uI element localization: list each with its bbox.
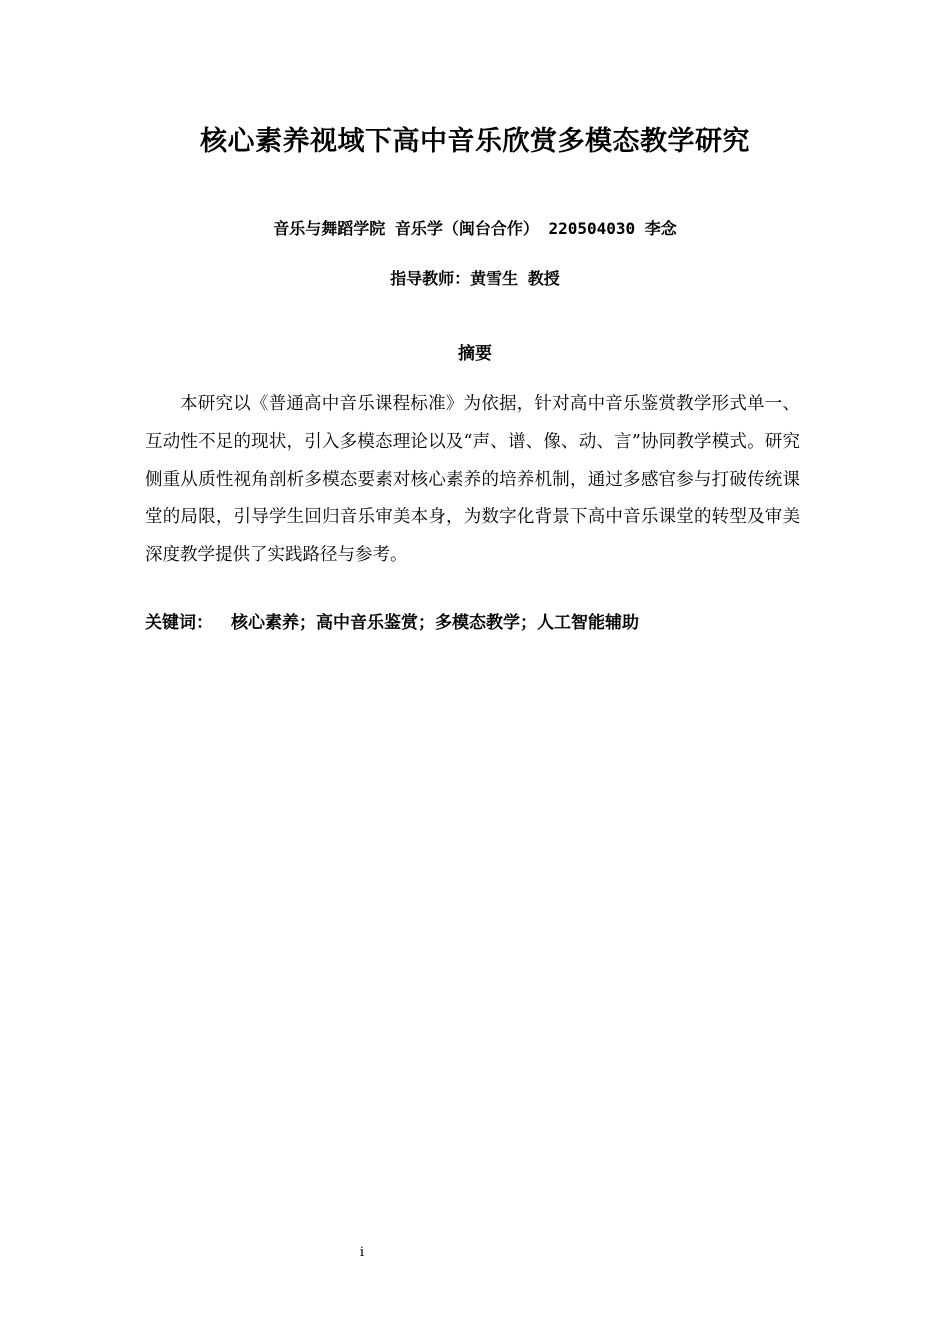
keywords-value: 核心素养；高中音乐鉴赏；多模态教学；人工智能辅助 <box>231 613 639 633</box>
keywords-line <box>145 609 805 637</box>
keywords-label: 关键词： <box>145 613 213 633</box>
author-line: 音乐与舞蹈学院 音乐学（闽台合作） 220504030 李念 <box>273 219 677 238</box>
abstract-heading: 摘要 <box>458 344 492 364</box>
page-number: i <box>359 1245 365 1260</box>
abstract-body: 本研究以《普通高中音乐课程标准》为依据，针对高中音乐鉴赏教学形式单一、互动性不足的现状，引入多模态理论以及“声、谱、像、动、言”协同教学模式。研究侧重从质性视角剖析多模态要素对核心素养的培养机制，通过多感官参与打破传统课堂的局限，引导学生回归音乐审美本身，为数字化背景下高中音乐课堂的转型及审美深度教学提供了实践路径与参考。 <box>145 394 800 566</box>
document-title: 核心素养视域下高中音乐欣赏多模态教学研究 <box>200 126 750 157</box>
advisor-line: 指导教师：黄雪生 教授 <box>390 269 560 288</box>
